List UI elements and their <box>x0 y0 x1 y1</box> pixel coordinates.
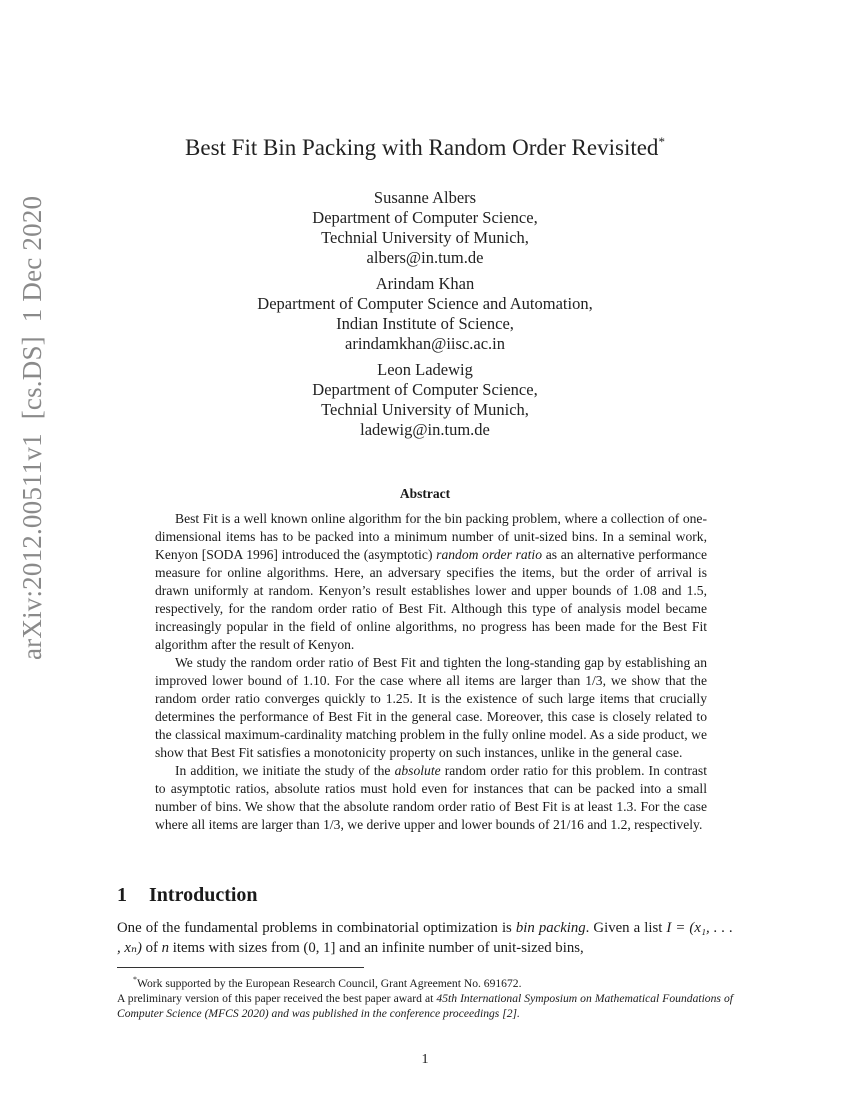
author-email: ladewig@in.tum.de <box>360 420 490 439</box>
section-number: 1 <box>117 884 127 906</box>
footnote-text: Work supported by the European Research Council, Grant Agreement No. 691672. <box>137 976 522 990</box>
page-number: 1 <box>421 1052 429 1067</box>
abstract-body <box>155 510 707 834</box>
text-run: random order ratio for this problem. In contrast to asymptotic ratios, absolute ratios must hold even for instances that can be packed into a small number of bins. We show that the absolute random order ratio of Best Fit is at least 1.3. For the case where all items are larger than 1/3, we derive upper and lower bounds of 21/16 and 1.2, respectively. <box>155 763 707 832</box>
author-block <box>0 274 850 354</box>
title-footnote-marker: * <box>658 134 665 149</box>
author-affiliation: Department of Computer Science, <box>312 208 538 227</box>
footnote <box>117 991 733 1021</box>
author-affiliation: Department of Computer Science and Automation, <box>257 294 593 313</box>
footnote-text: A preliminary version of this paper received the best paper award at <box>117 991 437 1005</box>
author-affiliation: Department of Computer Science, <box>312 380 538 399</box>
body-paragraph <box>117 918 733 958</box>
footnote-divider <box>117 967 364 968</box>
math-expression: n <box>161 940 170 956</box>
author-name: Leon Ladewig <box>377 360 473 379</box>
title-text: Best Fit Bin Packing with Random Order Revisited <box>185 135 659 160</box>
author-name: Susanne Albers <box>373 188 477 207</box>
paper-title <box>0 134 850 161</box>
abstract-paragraph: We study the random order ratio of Best Fit and tighten the long-standing gap by establishing an improved lower bound of 1.10. For the case where all items are larger than 1/3, we show that the random order ratio converges quickly to 1.25. It is the existence of such large items that crucially determines the performance of Best Fit in the general case. Moreover, this case is closely related to the classical maximum-cardinality matching problem in the fully online model. As a side product, we show that Best Fit satisfies a monotonicity property on such instances, unlike in the general case. <box>155 655 707 760</box>
emphasized-term: 45th International Symposium on Mathematical Foundations of Computer Science (MFCS 2020) and was published in the conference proceedings [2]. <box>117 991 733 1020</box>
author-block <box>0 188 850 268</box>
section-title: Introduction <box>149 884 258 906</box>
abstract-paragraph <box>155 762 707 834</box>
author-list <box>0 188 850 446</box>
text-run: . Given a list <box>585 920 667 936</box>
abstract-heading: Abstract <box>399 486 451 501</box>
math-expression: I = (x₁, . . . , xₙ) <box>117 920 733 956</box>
footnote-marker: * <box>133 975 137 984</box>
author-affiliation: Technial University of Munich, <box>321 228 529 247</box>
author-name: Arindam Khan <box>375 274 475 293</box>
emphasized-term: random order ratio <box>436 547 543 562</box>
introduction-body <box>117 918 733 958</box>
text-run: as an alternative performance measure for online algorithms. Here, an adversary specifies the items, but the order of arrival is drawn uniformly at random. Kenyon’s result establishes lower and upper bounds of 1.08 and 1.5, respectively, for the random order ratio of Best Fit. Although this type of analysis model became increasingly popular in the field of online algorithms, no progress has been made for the Best Fit algorithm after the result of Kenyon. <box>155 547 707 652</box>
emphasized-term: absolute <box>394 763 441 778</box>
author-email: albers@in.tum.de <box>366 248 484 267</box>
text-run: In addition, we initiate the study of the <box>175 763 395 778</box>
abstract-paragraph <box>155 510 707 654</box>
section-heading <box>117 884 258 907</box>
text-run: Best Fit is a well known online algorithm for the bin packing problem, where a collection of one-dimensional items has to be packed into a minimum number of unit-sized bins. In a seminal work, Kenyon [SODA 1996] introduced the (asymptotic) <box>155 511 707 562</box>
author-email: arindamkhan@iisc.ac.in <box>345 334 505 353</box>
author-affiliation: Indian Institute of Science, <box>336 314 514 333</box>
text-run: of <box>141 940 162 956</box>
footnote <box>117 972 733 991</box>
arxiv-identifier-stamp: arXiv:2012.00511v1 [cs.DS] 1 Dec 2020 <box>17 195 47 660</box>
text-run: items with sizes from (0, 1] and an infinite number of unit-sized bins, <box>169 940 584 956</box>
author-affiliation: Technial University of Munich, <box>321 400 529 419</box>
text-run: One of the fundamental problems in combinatorial optimization is <box>117 920 516 936</box>
emphasized-term: bin packing <box>515 920 586 936</box>
author-block <box>0 360 850 440</box>
footnotes <box>117 972 733 1021</box>
